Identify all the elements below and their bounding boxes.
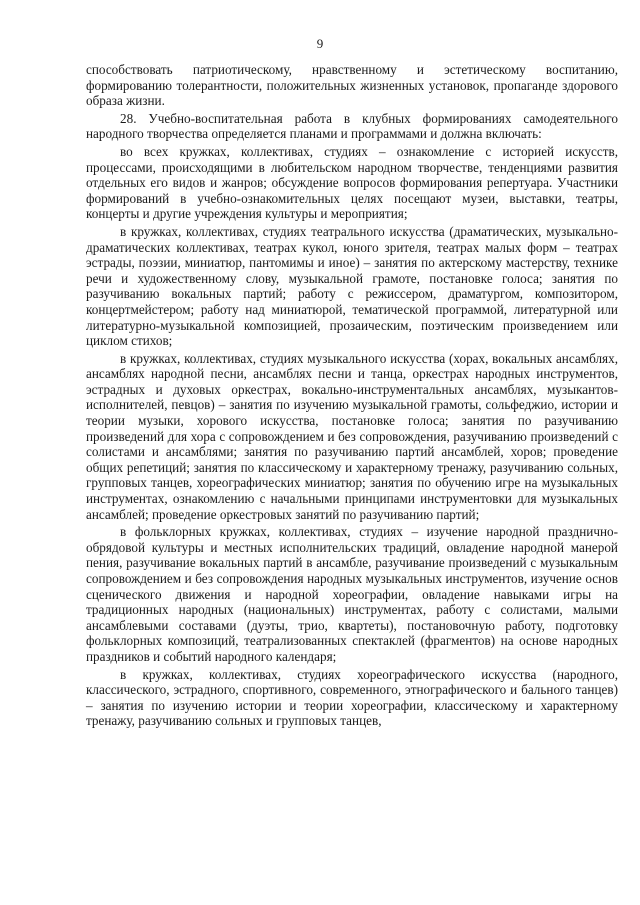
paragraph-continuation: способствовать патриотическому, нравственному и эстетическому воспитанию, формированию толерантности, положительных жизненных установок, пропаганде здорового образа жизни. <box>86 62 618 109</box>
paragraph-theatre: в кружках, коллективах, студиях театрального искусства (драматических, музыкально-драматических коллективах, театрах кукол, юного зрителя, театрах малых форм – театрах эстрады, поэзии, миниатюр, пантомимы и иное) – занятия по актерскому мастерству, технике речи и художественному слову, музыкальной грамоте, постановке голоса; занятия по разучиванию вокальных партий; работу с режиссером, драматургом, композитором, концертмейстером; работу над миниатюрой, тематической программой, литературной или литературно-музыкальной композицией, прозаическим, поэтическим произведением или циклом стихов; <box>86 223 618 349</box>
page-number: 9 <box>316 36 324 51</box>
paragraph-all-groups: во всех кружках, коллективах, студиях – ознакомление с историей искусств, процессами, происходящими в любительском народном творчестве, тенденциями развития отдельных его видов и жанров; обсуждение вопросов формирования репертуара. Участники формирований в учебно-ознакомительных целях посещают музеи, выставки, театры, концерты и другие учреждения культуры и мероприятия; <box>86 143 618 222</box>
paragraph-music: в кружках, коллективах, студиях музыкального искусства (хорах, вокальных ансамблях, ансамблях народной песни, ансамблях песни и танца, оркестрах народных инструментов, эстрадных и духовых оркестрах, вокально-инструментальных ансамблях, музыкантов-исполнителей, певцов) – занятия по изучению музыкальной грамоты, сольфеджио, истории и теории музыки, хорового искусства, постановке голоса; занятия по разучиванию произведений для хора с сопровождением и без сопровождения, разучиванию произведений с солистами и ансамблями; занятия по разучиванию партий ансамблей, хоров; проведение общих репетиций; занятия по классическому и характерному тренажу, разучиванию сольных, групповых танцев, хореографических миниатюр; занятия по обучению игре на музыкальных инструментах, ознакомлению с начальными принципами инструментовки для музыкальных ансамблей; проведение оркестровых занятий по разучиванию партий; <box>86 350 618 522</box>
paragraph-item-28: 28. Учебно-воспитательная работа в клубных формированиях самодеятельного народного творчества определяется планами и программами и должна включать: <box>86 110 618 142</box>
document-body <box>86 62 618 731</box>
paragraph-folklore: в фольклорных кружках, коллективах, студиях – изучение народной празднично-обрядовой культуры и местных исполнительских традиций, овладение народной манерой пения, разучивание вокальных партий в ансамбле, разучивание произведений с музыкальным сопровождением и без сопровождения народных музыкальных инструментов, изучение основ сценического движения и народной хореографии, овладение навыками игры на традиционных народных (национальных) инструментах, работу с солистами, малыми ансамблевыми составами (дуэты, трио, квартеты), постановочную работу, подготовку фольклорных композиций, театрализованных спектаклей (фрагментов) на основе народных праздников и событий народного календаря; <box>86 524 618 664</box>
paragraph-choreography: в кружках, коллективах, студиях хореографического искусства (народного, классического, эстрадного, спортивного, современного, этнографического и бального танцев) – занятия по изучению истории и теории хореографии, классическому и характерному тренажу, разучиванию сольных и групповых танцев, <box>86 666 618 729</box>
